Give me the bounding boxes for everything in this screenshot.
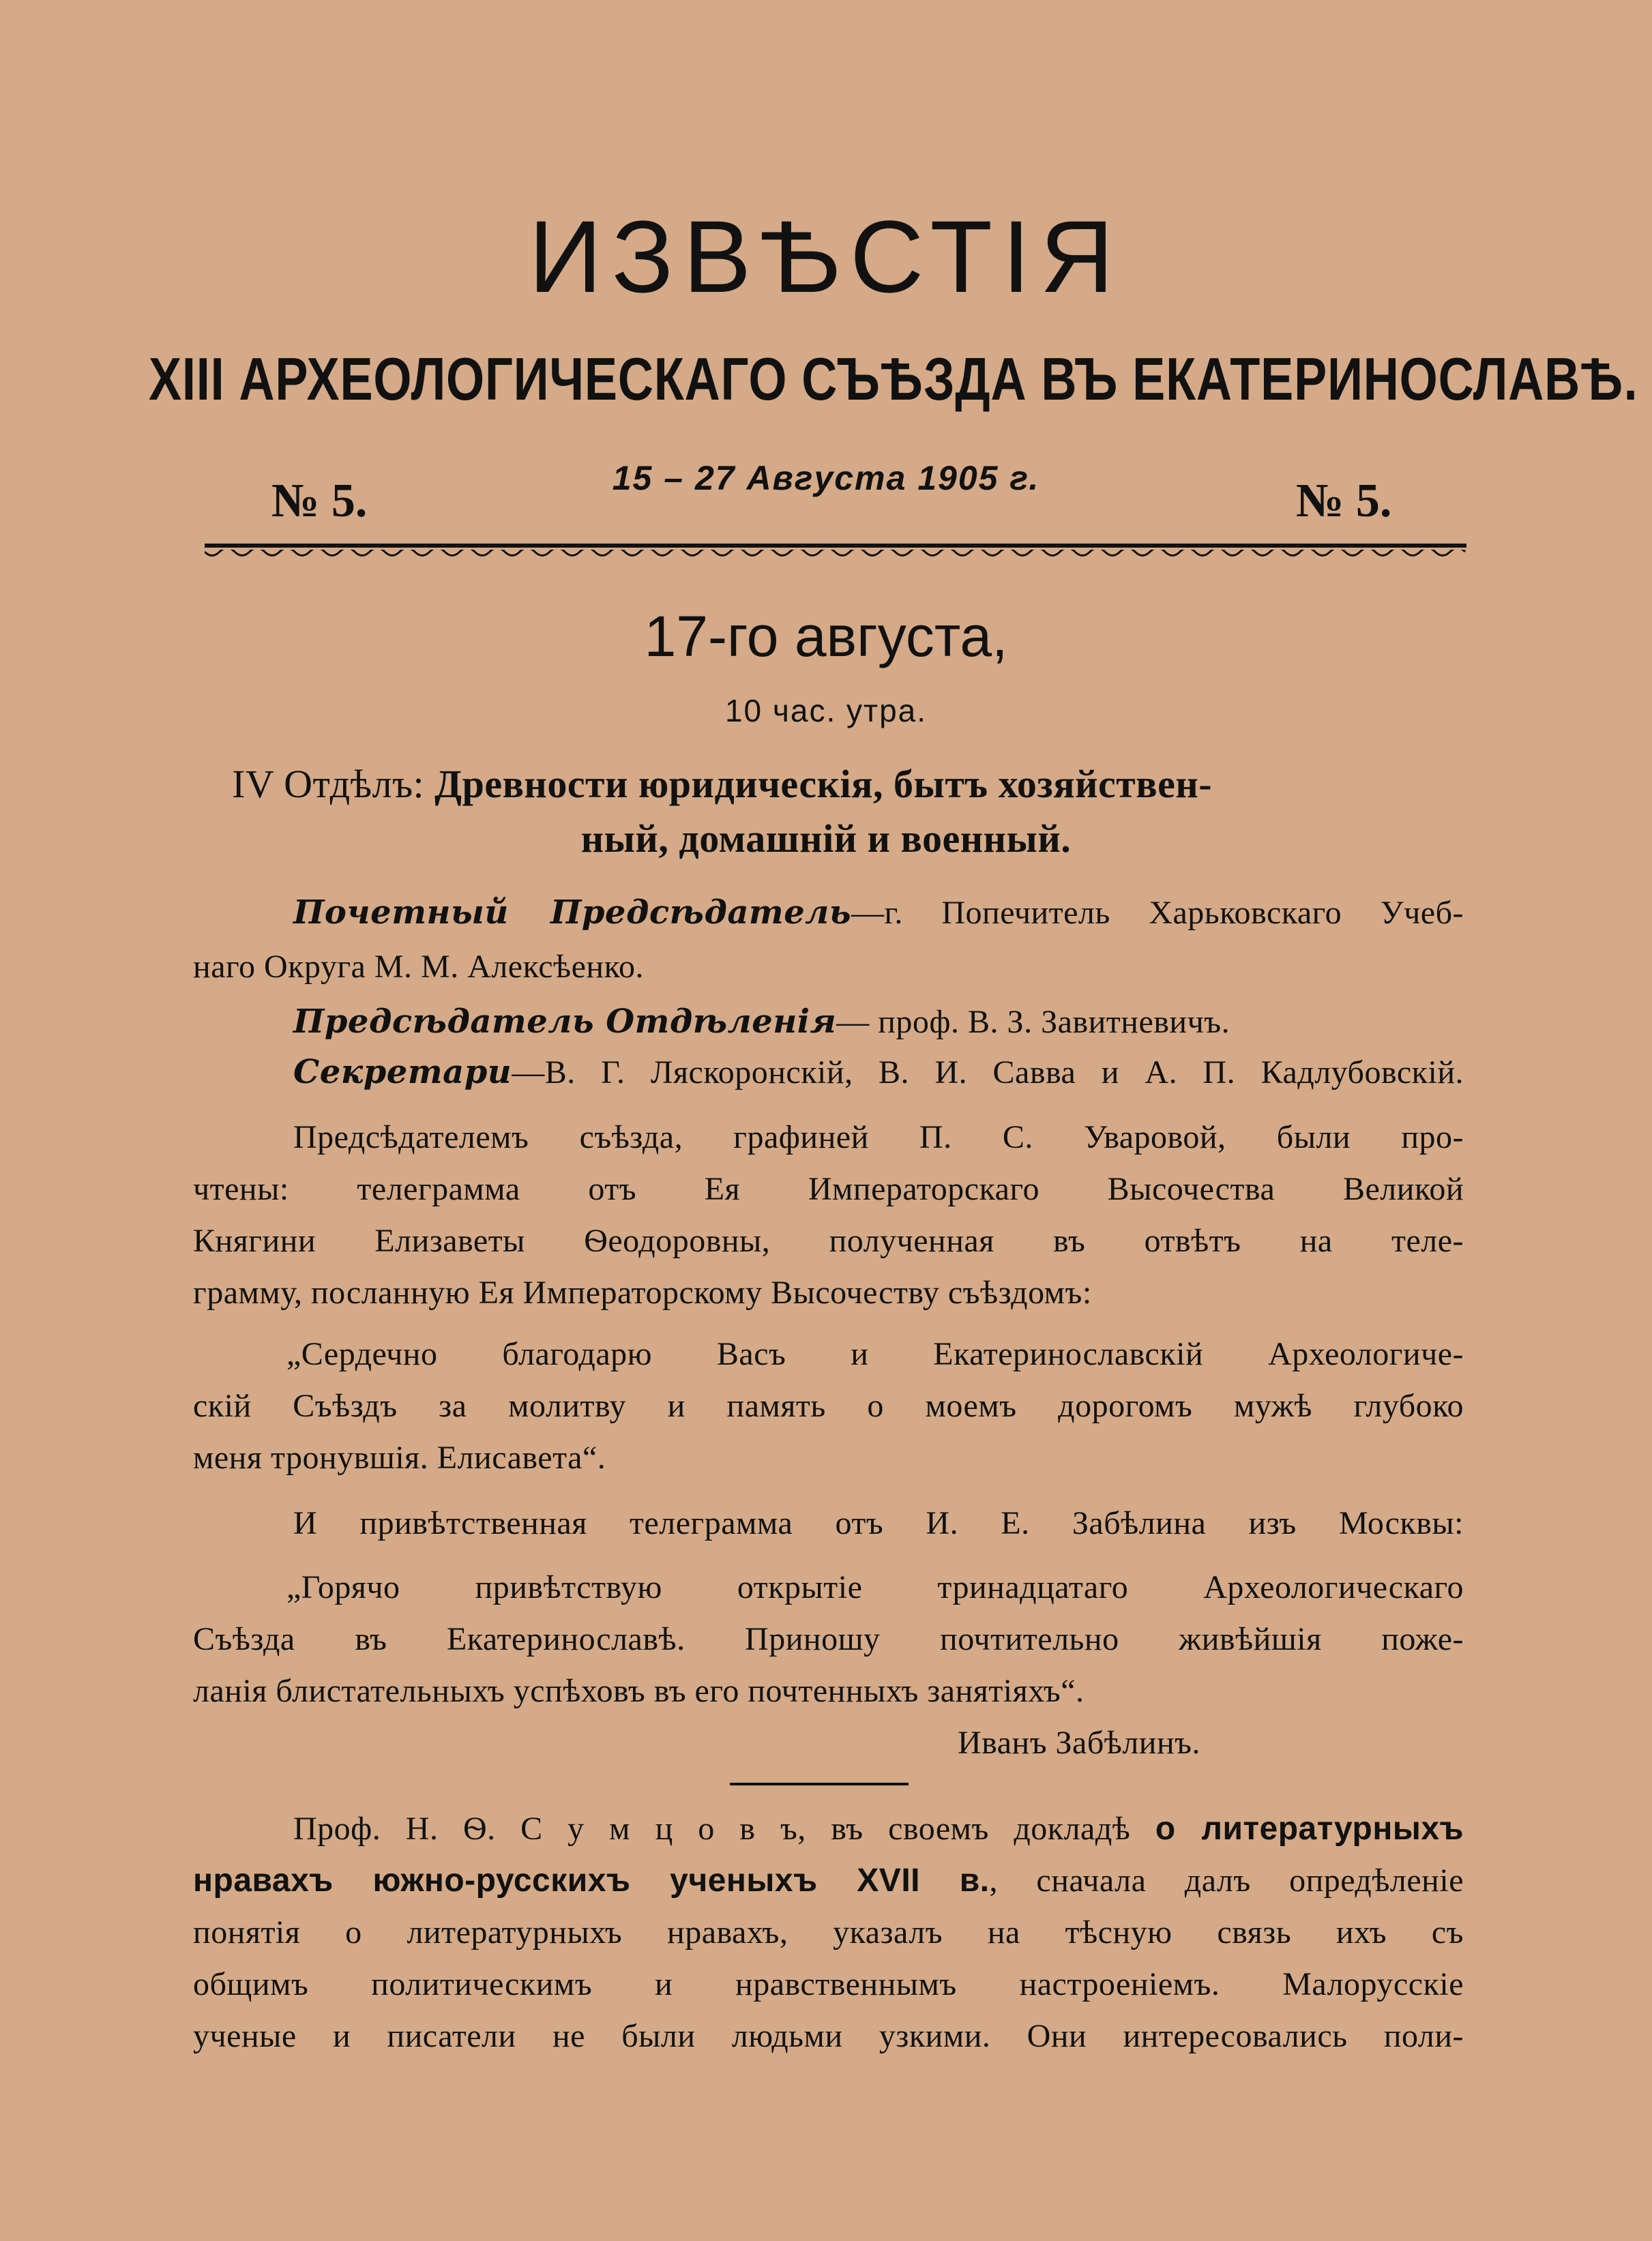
department-heading-line-1 [232, 764, 1212, 805]
journal-subtitle: XIII АРХЕОЛОГИЧЕСКАГО СЪѢЗДА ВЪ ЕКАТЕРИНОСЛАВѢ. [148, 345, 1638, 413]
secretaries-text: —В. Г. Ляскоронскій, В. И. Савва и А. П. Кадлубовскій. [512, 1054, 1464, 1090]
honorary-chair-line-2: наго Округа М. М. Алексѣенко. [193, 949, 644, 985]
issue-number-left: № 5. [271, 475, 368, 527]
department-topic: Древности юридическія, бытъ хозяйствен- [434, 762, 1213, 806]
masthead-ornament-rule [205, 550, 1466, 561]
secretaries-label: Секретари [293, 1053, 512, 1091]
report-text: , сначала далъ опредѣленіе [989, 1862, 1464, 1899]
signature: Иванъ Забѣлинъ. [958, 1725, 1200, 1761]
report-line: понятія о литературныхъ нравахъ, указалъ на тѣсную связь ихъ съ [193, 1914, 1464, 1950]
chair-line [293, 1001, 1230, 1043]
quote-line: Съѣзда въ Екатеринославѣ. Приношу почтительно живѣйшія поже- [193, 1621, 1464, 1657]
report-line [293, 1809, 1464, 1850]
section-divider [730, 1783, 909, 1785]
quote-line: „Горячо привѣтствую открытіе тринадцатаго Археологическаго [286, 1569, 1464, 1605]
telegram-intro-line: грамму, посланную Ея Императорскому Высочеству съѣздомъ: [193, 1275, 1092, 1311]
report-topic: о литературныхъ [1155, 1811, 1464, 1847]
quote-line: „Сердечно благодарю Васъ и Екатеринославскій Археологиче- [286, 1336, 1464, 1372]
honorary-chair-line [293, 892, 1464, 934]
quote-line: ланія блистательныхъ успѣховъ въ его почтенныхъ занятіяхъ“. [193, 1673, 1085, 1709]
report-line [193, 1860, 1464, 1901]
telegram-intro-line: Предсѣдателемъ съѣзда, графиней П. С. Уваровой, были про- [293, 1119, 1464, 1155]
chair-label: Предсѣдатель Отдѣленія [293, 1003, 837, 1041]
department-label: IV Отдѣлъ: [232, 762, 435, 806]
issue-dates: 15 – 27 Августа 1905 г. [612, 459, 1040, 497]
journal-title: ИЗВѢСТІЯ [528, 199, 1124, 314]
telegram-intro-line: Княгини Елизаветы Ѳеодоровны, полученная въ отвѣтъ на теле- [193, 1223, 1464, 1259]
telegram-intro-2: И привѣтственная телеграмма отъ И. Е. Забѣлина изъ Москвы: [293, 1505, 1464, 1541]
quote-line: скій Съѣздъ за молитву и память о моемъ дорогомъ мужѣ глубоко [193, 1388, 1464, 1424]
department-heading-line-2: ный, домашній и военный. [580, 816, 1072, 861]
report-author: Проф. Н. Ѳ. С у м ц о в ъ, въ своемъ докладѣ [293, 1811, 1155, 1847]
secretaries-line [293, 1052, 1464, 1093]
quote-line: меня тронувшія. Елисавета“. [193, 1440, 606, 1476]
honorary-chair-text: —г. Попечитель Харьковскаго Учеб- [851, 895, 1464, 931]
masthead-rule [205, 544, 1466, 548]
report-line: ученые и писатели не были людьми узкими. Они интересовались поли- [193, 2018, 1464, 2054]
report-topic-cont: нравахъ южно-русскихъ ученыхъ XVII в. [193, 1862, 990, 1899]
honorary-chair-label: Почетный Предсѣдатель [293, 893, 852, 932]
telegram-intro-line: чтены: телеграмма отъ Ея Императорскаго Высочества Великой [193, 1171, 1464, 1207]
report-line: общимъ политическимъ и нравственнымъ настроеніемъ. Малорусскіе [193, 1966, 1464, 2002]
issue-number-right: № 5. [1296, 475, 1392, 527]
section-time: 10 час. утра. [724, 693, 928, 728]
chair-text: — проф. В. З. Завитневичъ. [836, 1004, 1230, 1040]
section-date: 17-го августа, [644, 604, 1008, 668]
